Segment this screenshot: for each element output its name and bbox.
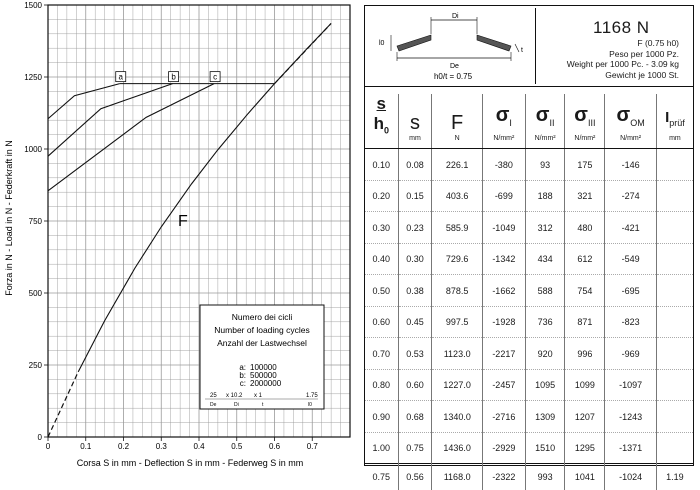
table-cell: -1662 — [482, 275, 525, 307]
table-cell: 1295 — [565, 432, 605, 464]
table-cell: 997.5 — [432, 306, 482, 338]
header-symbol: $\sigma_{III}$ — [574, 104, 596, 129]
table-row — [365, 464, 693, 490]
x-tick-label: 0 — [45, 442, 51, 451]
part-number: 1168 N — [593, 18, 650, 37]
spec-header-cell — [482, 94, 525, 149]
curve-label-f: F — [178, 213, 188, 230]
table-row — [365, 369, 693, 401]
table-cell: -699 — [482, 180, 525, 212]
table-row — [365, 432, 693, 464]
table-cell: 1.19 — [656, 464, 693, 490]
spec-header — [365, 6, 693, 87]
ratio-label: h0/t = 0.75 — [433, 72, 473, 81]
header-unit: N/mm² — [534, 135, 556, 143]
table-cell — [656, 306, 693, 338]
table-cell: 878.5 — [432, 275, 482, 307]
table-cell: 1041 — [565, 464, 605, 490]
header-symbol: $\sigma_{II}$ — [535, 104, 555, 129]
table-cell: 188 — [525, 180, 565, 212]
weight-de: Gewicht je 1000 St. — [605, 70, 679, 80]
table-cell: 0.75 — [398, 432, 432, 464]
table-cell: 1227.0 — [432, 369, 482, 401]
table-cell: -969 — [605, 338, 656, 370]
table-cell: 1099 — [565, 369, 605, 401]
header-symbol: s $h_0$ — [373, 94, 389, 136]
x-tick-label: 0.3 — [155, 442, 167, 451]
table-cell: 0.45 — [398, 306, 432, 338]
table-cell: -274 — [605, 180, 656, 212]
spec-header-cell — [365, 94, 398, 149]
x-tick-label: 0.5 — [231, 442, 243, 451]
table-cell: 0.08 — [398, 149, 432, 181]
table-cell: 0.10 — [365, 149, 398, 181]
table-cell: 1510 — [525, 432, 565, 464]
y-tick-label: 1250 — [24, 73, 42, 82]
legend-value-b: 500000 — [250, 371, 277, 380]
spec-header-cell — [432, 94, 482, 149]
table-cell: 1436.0 — [432, 432, 482, 464]
table-cell: 1340.0 — [432, 401, 482, 433]
legend-sym-de: De — [210, 402, 217, 408]
table-cell: 1095 — [525, 369, 565, 401]
table-cell: -380 — [482, 149, 525, 181]
table-cell: 754 — [565, 275, 605, 307]
washer-diagram — [371, 8, 536, 84]
table-row — [365, 180, 693, 212]
spec-header-cell — [565, 94, 605, 149]
legend-sym-di: Di — [234, 402, 239, 408]
legend-key-b: b: — [239, 371, 246, 380]
series-label-c: c — [213, 72, 218, 82]
legend-box — [200, 305, 324, 409]
header-unit: mm — [409, 135, 421, 143]
table-cell: 321 — [565, 180, 605, 212]
table-row — [365, 275, 693, 307]
spec-header-cell — [605, 94, 656, 149]
table-cell — [656, 149, 693, 181]
table-cell: -1049 — [482, 212, 525, 244]
table-cell: -1342 — [482, 243, 525, 275]
table-cell: 0.53 — [398, 338, 432, 370]
legend-value-c: 2000000 — [250, 379, 282, 388]
x-tick-label: 0.7 — [306, 442, 318, 451]
table-row — [365, 306, 693, 338]
table-cell: -1928 — [482, 306, 525, 338]
table-cell — [656, 243, 693, 275]
table-cell: 0.70 — [365, 338, 398, 370]
table-cell: 1168.0 — [432, 464, 482, 490]
header-symbol: $I_{prüf}$ — [665, 109, 685, 129]
table-cell: 93 — [525, 149, 565, 181]
table-cell: 0.50 — [365, 275, 398, 307]
table-cell — [656, 180, 693, 212]
table-cell — [656, 369, 693, 401]
legend-title-en: Number of loading cycles — [214, 325, 310, 335]
table-cell: 585.9 — [432, 212, 482, 244]
table-cell: 0.68 — [398, 401, 432, 433]
table-cell: -549 — [605, 243, 656, 275]
washer-left-section — [397, 35, 431, 51]
header-unit: N/mm² — [620, 135, 642, 143]
spec-panel — [364, 5, 694, 483]
legend-sym-t: t — [262, 402, 264, 408]
table-cell: 434 — [525, 243, 565, 275]
table-cell — [656, 338, 693, 370]
spec-body — [365, 149, 693, 490]
table-cell: 871 — [565, 306, 605, 338]
spec-header-cell — [398, 94, 432, 149]
header-unit: N/mm² — [493, 135, 515, 143]
legend-title-de: Anzahl der Lastwechsel — [217, 338, 307, 348]
x-tick-label: 0.4 — [193, 442, 205, 451]
y-tick-label: 750 — [28, 217, 42, 226]
y-tick-label: 0 — [37, 433, 42, 442]
table-cell — [656, 275, 693, 307]
table-cell: 175 — [565, 149, 605, 181]
diagram-label-di: Di — [452, 13, 459, 20]
table-row — [365, 243, 693, 275]
table-cell: 1123.0 — [432, 338, 482, 370]
table-cell — [656, 212, 693, 244]
spec-header-row — [365, 94, 693, 149]
table-cell: 0.75 — [365, 464, 398, 490]
table-cell: 0.40 — [365, 243, 398, 275]
table-row — [365, 338, 693, 370]
header-unit: N/mm² — [574, 135, 596, 143]
legend-dim-t: x 1 — [254, 393, 263, 399]
table-cell: 226.1 — [432, 149, 482, 181]
table-cell: 0.15 — [398, 180, 432, 212]
table-cell — [656, 432, 693, 464]
spec-header-cell — [525, 94, 565, 149]
legend-dim-de: 25 — [210, 393, 217, 399]
table-cell: -1243 — [605, 401, 656, 433]
diagram-label-l0: l0 — [379, 40, 385, 47]
table-cell: 480 — [565, 212, 605, 244]
table-cell: 993 — [525, 464, 565, 490]
table-cell: -823 — [605, 306, 656, 338]
header-symbol: s — [410, 112, 420, 135]
weight-it: Peso per 1000 Pz. — [609, 49, 679, 59]
header-unit: mm — [669, 135, 681, 143]
table-cell: -2217 — [482, 338, 525, 370]
x-tick-label: 0.2 — [117, 442, 130, 451]
legend-key-c: c: — [239, 379, 246, 388]
table-cell: 1.00 — [372, 443, 391, 454]
legend-value-a: 100000 — [250, 363, 277, 372]
table-cell: 1309 — [525, 401, 565, 433]
table-cell: 736 — [525, 306, 565, 338]
legend-key-a: a: — [239, 363, 246, 372]
y-tick-label: 1500 — [24, 1, 42, 10]
table-cell: 403.6 — [432, 180, 482, 212]
header-symbol: $\sigma_I$ — [495, 104, 512, 129]
table-cell: 0.23 — [398, 212, 432, 244]
table-cell: 729.6 — [432, 243, 482, 275]
table-cell: 0.38 — [398, 275, 432, 307]
table-cell: -2716 — [482, 401, 525, 433]
series-label-b: b — [171, 72, 176, 82]
table-cell: 312 — [525, 212, 565, 244]
table-cell: -2929 — [482, 432, 525, 464]
table-cell — [656, 401, 693, 433]
table-cell: -2457 — [482, 369, 525, 401]
table-cell: -1097 — [605, 369, 656, 401]
table-cell: -1371 — [605, 432, 656, 464]
table-row — [365, 212, 693, 244]
legend-title-it: Numero dei cicli — [231, 312, 293, 322]
table-cell: 612 — [565, 243, 605, 275]
spec-table — [365, 94, 693, 490]
header-symbol: F — [451, 112, 464, 135]
x-tick-label: 0.6 — [268, 442, 281, 451]
diagram-label-de: De — [450, 63, 459, 70]
y-axis-label: Forza in N - Load in N - Federkraft in N — [4, 140, 14, 296]
y-tick-label: 500 — [28, 289, 42, 298]
table-cell: 0.60 — [398, 369, 432, 401]
table-row — [365, 149, 693, 181]
table-cell: 0.20 — [365, 180, 398, 212]
washer-right-section — [477, 35, 511, 51]
series-c-line — [48, 84, 214, 191]
y-tick-label: 1000 — [24, 145, 42, 154]
series-f-dashed — [48, 372, 78, 437]
table-cell: 0.56 — [398, 464, 432, 490]
table-cell: -1024 — [605, 464, 656, 490]
table-cell: 588 — [525, 275, 565, 307]
table-cell: -146 — [605, 149, 656, 181]
table-cell: -2322 — [482, 464, 525, 490]
legend-sym-l0: l0 — [308, 402, 312, 408]
table-cell: -421 — [605, 212, 656, 244]
header-unit: N — [454, 135, 460, 143]
x-tick-label: 0.1 — [80, 442, 92, 451]
spec-header-cell — [656, 94, 693, 149]
table-cell: 0.30 — [365, 212, 398, 244]
series-label-a: a — [118, 72, 123, 82]
table-row — [365, 401, 693, 433]
force-note: F (0.75 h0) — [637, 38, 679, 48]
y-tick-label: 250 — [28, 361, 42, 370]
table-cell: -695 — [605, 275, 656, 307]
table-cell: 0.60 — [365, 306, 398, 338]
table-cell: 1207 — [565, 401, 605, 433]
diagram-label-t: t — [521, 47, 523, 54]
table-cell: 0.80 — [365, 369, 398, 401]
header-symbol: $\sigma_{OM}$ — [616, 104, 645, 129]
series-a-line — [48, 84, 120, 119]
table-cell: 0.90 — [365, 401, 398, 433]
legend-dim-di: x 10.2 — [226, 393, 243, 399]
table-cell: 0.30 — [398, 243, 432, 275]
weight-en: Weight per 1000 Pc. - 3.09 kg — [566, 59, 679, 69]
legend-dim-l0: 1.75 — [306, 393, 318, 399]
table-cell: 920 — [525, 338, 565, 370]
table-cell: 996 — [565, 338, 605, 370]
x-axis-label: Corsa S in mm - Deflection S in mm - Federweg S in mm — [76, 458, 304, 468]
